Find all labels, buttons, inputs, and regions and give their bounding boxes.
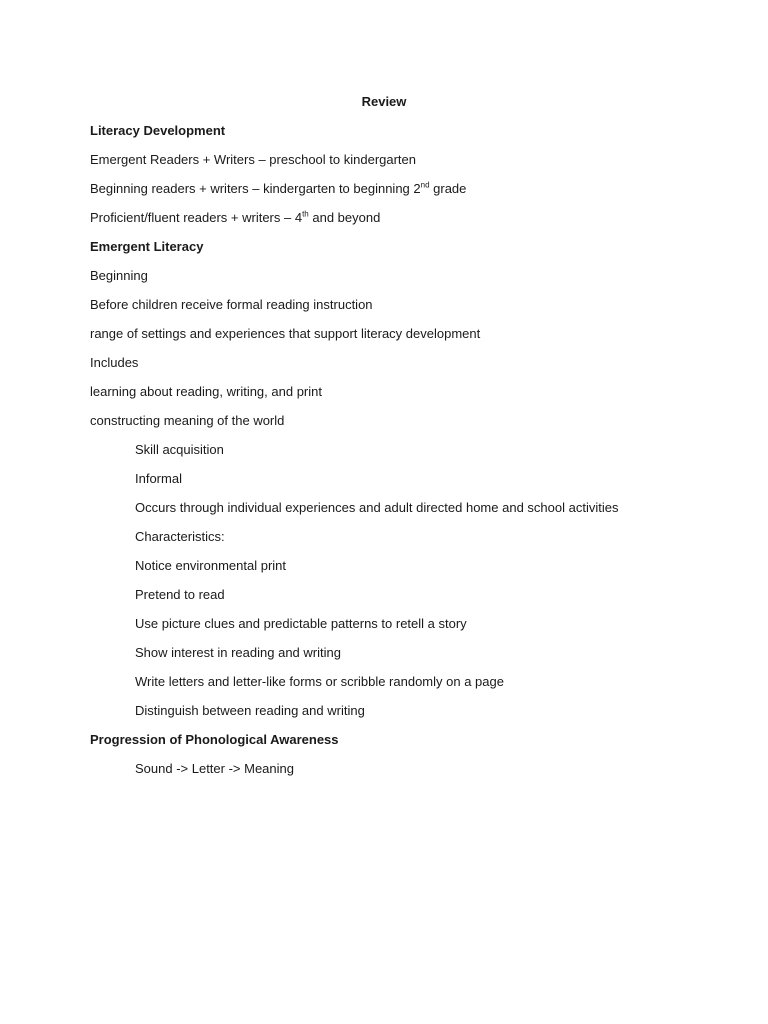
indented-line — [90, 471, 728, 500]
line-text: Literacy Development — [90, 123, 226, 138]
line-text: Proficient/fluent readers + writers – 4 — [90, 210, 303, 225]
line-text: Sound -> Letter -> Meaning — [135, 761, 294, 776]
text-line — [90, 413, 728, 442]
indented-line — [90, 761, 728, 790]
line-text: Skill acquisition — [135, 442, 224, 457]
indented-line — [90, 587, 728, 616]
line-text: Distinguish between reading and writing — [135, 703, 365, 718]
indented-line — [90, 674, 728, 703]
text-line — [90, 297, 728, 326]
section-heading — [90, 123, 728, 152]
document-title: Review — [361, 94, 407, 109]
indented-line — [90, 616, 728, 645]
indented-line — [90, 500, 728, 529]
line-text: constructing meaning of the world — [90, 413, 285, 428]
line-text: Emergent Readers + Writers – preschool to kindergarten — [90, 152, 417, 167]
line-text: Includes — [90, 355, 139, 370]
line-text: Progression of Phonological Awareness — [90, 732, 339, 747]
line-text: Before children receive formal reading instruction — [90, 297, 373, 312]
text-line — [90, 355, 728, 384]
line-text: Informal — [135, 471, 182, 486]
line-text-continued: grade — [429, 181, 467, 196]
line-text: learning about reading, writing, and print — [90, 384, 322, 399]
document-body — [90, 123, 728, 790]
text-line — [90, 152, 728, 181]
indented-line — [90, 703, 728, 732]
line-text: Pretend to read — [135, 587, 225, 602]
indented-line — [90, 645, 728, 674]
indented-line — [90, 529, 728, 558]
line-text: Write letters and letter-like forms or scribble randomly on a page — [135, 674, 504, 689]
text-line — [90, 181, 728, 210]
line-text: Beginning readers + writers – kindergarten to beginning 2 — [90, 181, 421, 196]
text-line — [90, 384, 728, 413]
text-line — [90, 210, 728, 239]
line-text: Characteristics: — [135, 529, 225, 544]
line-text: Notice environmental print — [135, 558, 287, 573]
text-line — [90, 326, 728, 355]
indented-line — [90, 442, 728, 471]
line-text-continued: and beyond — [308, 210, 381, 225]
text-line — [90, 268, 728, 297]
indented-line — [90, 558, 728, 587]
line-text: Beginning — [90, 268, 148, 283]
ordinal-superscript: th — [302, 209, 309, 219]
line-text: Use picture clues and predictable patterns to retell a story — [135, 616, 467, 631]
ordinal-superscript: nd — [420, 180, 430, 190]
line-text: Show interest in reading and writing — [135, 645, 341, 660]
line-text: Emergent Literacy — [90, 239, 204, 254]
line-text: range of settings and experiences that support literacy development — [90, 326, 481, 341]
section-heading — [90, 239, 728, 268]
section-heading — [90, 732, 728, 761]
line-text: Occurs through individual experiences and adult directed home and school activities — [135, 500, 619, 515]
